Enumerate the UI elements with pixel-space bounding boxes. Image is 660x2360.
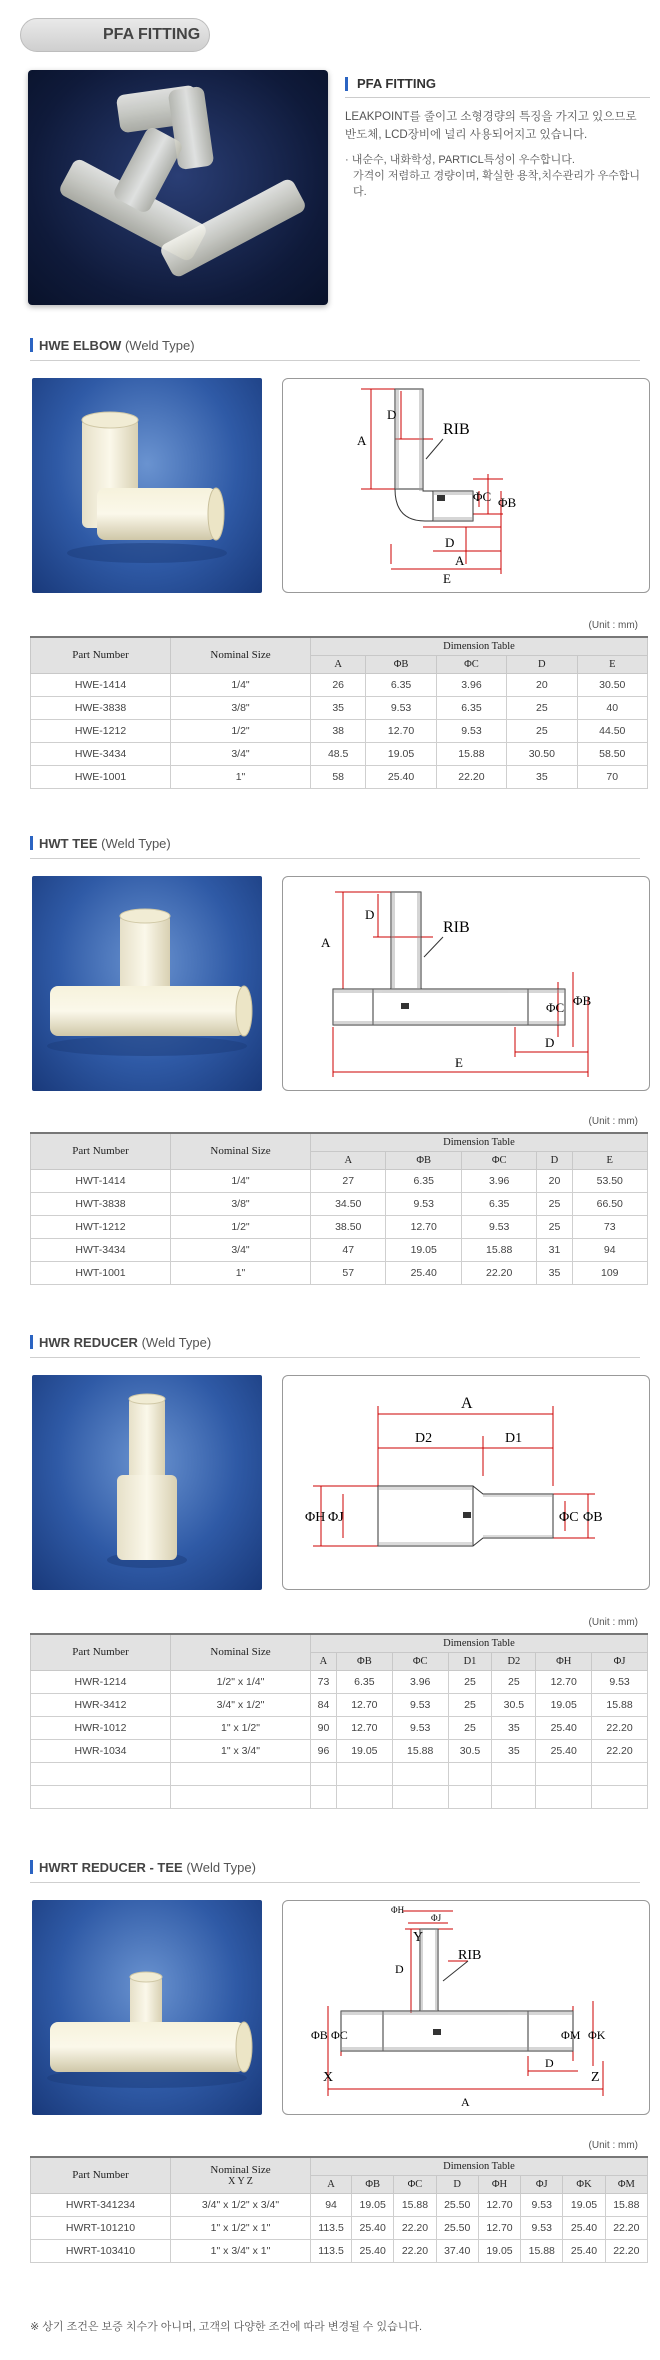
dim-label-a: A xyxy=(461,1395,473,1412)
hwr-reducer-dimension-table xyxy=(30,1633,648,1809)
table-cell: 9.53 xyxy=(366,696,436,719)
table-cell: HWRT-101210 xyxy=(31,2216,171,2239)
table-cell: 9.53 xyxy=(521,2193,563,2216)
dim-label-d2: D xyxy=(545,2056,554,2070)
table-cell: HWRT-103410 xyxy=(31,2239,171,2262)
table-cell: 22.20 xyxy=(394,2239,436,2262)
table-cell: 20 xyxy=(507,673,577,696)
table-cell: 3/4" x 1/2" xyxy=(171,1693,311,1716)
dim-label-j: ΦJ xyxy=(431,1913,442,1923)
col-header: ΦJ xyxy=(521,2175,563,2193)
table-cell: 6.35 xyxy=(386,1169,461,1192)
table-cell: 9.53 xyxy=(392,1693,448,1716)
col-header: ΦC xyxy=(436,655,506,673)
table-cell: 26 xyxy=(311,673,366,696)
col-header: ΦB xyxy=(336,1652,392,1670)
table-cell-empty xyxy=(536,1785,592,1808)
col-header: D xyxy=(507,655,577,673)
table-cell: 84 xyxy=(311,1693,337,1716)
nominal-size-sub-label: X Y Z xyxy=(228,2175,253,2187)
dim-label-b: ΦB xyxy=(573,993,592,1008)
table-cell: 44.50 xyxy=(577,719,647,742)
col-header: ΦM xyxy=(605,2175,647,2193)
table-cell: HWE-3434 xyxy=(31,742,171,765)
col-header: D1 xyxy=(448,1652,492,1670)
table-cell-empty xyxy=(311,1762,337,1785)
nominal-size-label: Nominal Size xyxy=(210,2163,271,2176)
table-cell: 19.05 xyxy=(536,1693,592,1716)
table-cell: 25 xyxy=(507,696,577,719)
section-title-hwe-elbow: HWE ELBOW (Weld Type) xyxy=(30,338,640,362)
table-cell: 96 xyxy=(311,1739,337,1762)
table-cell-empty xyxy=(31,1762,171,1785)
hwe-elbow-drawing xyxy=(282,378,650,593)
dim-label-d: D xyxy=(395,1962,404,1976)
table-cell: 19.05 xyxy=(352,2193,394,2216)
header-dimension-table: Dimension Table xyxy=(311,2157,648,2175)
hwrt-reducer-tee-photo xyxy=(32,1900,262,2115)
table-cell: 12.70 xyxy=(478,2193,520,2216)
hwrt-reducer-tee-dimension-table xyxy=(30,2156,648,2263)
table-cell: 25 xyxy=(448,1693,492,1716)
table-cell: 113.5 xyxy=(311,2216,352,2239)
dim-label-b: ΦB xyxy=(498,495,517,510)
table-cell: 15.88 xyxy=(394,2193,436,2216)
dim-label-h: ΦH xyxy=(391,1905,405,1915)
dim-label-e: E xyxy=(455,1055,463,1070)
dim-label-a: A xyxy=(461,2095,470,2109)
dim-label-y: Y xyxy=(413,1930,424,1945)
col-header: A xyxy=(311,2175,352,2193)
table-cell: 70 xyxy=(577,765,647,788)
table-cell: 9.53 xyxy=(461,1215,536,1238)
dim-label-c: ΦC xyxy=(546,1000,565,1015)
section-title-hwt-tee: HWT TEE (Weld Type) xyxy=(30,836,640,860)
col-header: A xyxy=(311,1652,337,1670)
table-cell: 30.50 xyxy=(577,673,647,696)
hwt-tee-dimension-table xyxy=(30,1132,648,1285)
dim-label-k: ΦK xyxy=(588,2028,606,2042)
col-header: E xyxy=(572,1151,648,1169)
col-header: ΦC xyxy=(394,2175,436,2193)
table-cell: 9.53 xyxy=(392,1716,448,1739)
unit-label: (Unit : mm) xyxy=(588,2140,638,2151)
table-cell: 1" xyxy=(171,1261,311,1284)
table-cell: 12.70 xyxy=(336,1716,392,1739)
dim-label-rib: RIB xyxy=(443,421,470,438)
intro-line-1: LEAKPOINT를 줄이고 소형경량의 특징을 가지고 있으므로 xyxy=(345,111,637,123)
table-cell: 12.70 xyxy=(336,1693,392,1716)
table-cell: 109 xyxy=(572,1261,648,1284)
table-cell: 15.88 xyxy=(392,1739,448,1762)
table-cell: 3/4" xyxy=(171,742,311,765)
table-cell: 47 xyxy=(311,1238,386,1261)
table-cell-empty xyxy=(392,1762,448,1785)
header-dimension-table: Dimension Table xyxy=(311,1634,648,1652)
table-cell: HWE-1212 xyxy=(31,719,171,742)
hwt-tee-photo xyxy=(32,876,262,1091)
hwrt-reducer-tee-drawing xyxy=(282,1900,650,2115)
table-cell: 1" x 3/4" x 1" xyxy=(171,2239,311,2262)
table-cell: 35 xyxy=(537,1261,572,1284)
hwe-elbow-dimension-table xyxy=(30,636,648,789)
table-cell: 31 xyxy=(537,1238,572,1261)
table-cell-empty xyxy=(536,1762,592,1785)
dim-label-d1: D1 xyxy=(505,1431,523,1446)
table-cell: 37.40 xyxy=(436,2239,478,2262)
table-cell-empty xyxy=(336,1785,392,1808)
header-nominal-size xyxy=(171,2157,311,2193)
section-marker-icon xyxy=(30,338,33,352)
table-cell: 20 xyxy=(537,1169,572,1192)
table-cell: HWT-1001 xyxy=(31,1261,171,1284)
col-header: ΦJ xyxy=(592,1652,648,1670)
table-cell: 6.35 xyxy=(336,1670,392,1693)
header-dimension-table: Dimension Table xyxy=(311,1133,648,1151)
dim-label-d2: D xyxy=(445,535,455,550)
hwr-reducer-drawing xyxy=(282,1375,650,1590)
table-cell-empty xyxy=(492,1762,536,1785)
dim-label-d: D xyxy=(365,907,375,922)
col-header: D xyxy=(537,1151,572,1169)
table-cell: 53.50 xyxy=(572,1169,648,1192)
table-cell: 19.05 xyxy=(336,1739,392,1762)
divider xyxy=(30,1357,640,1358)
dim-label-a2: A xyxy=(455,553,465,568)
table-cell: 90 xyxy=(311,1716,337,1739)
table-cell: 1" x 3/4" xyxy=(171,1739,311,1762)
divider xyxy=(30,1882,640,1883)
table-cell: 25.40 xyxy=(386,1261,461,1284)
table-cell: 15.88 xyxy=(461,1238,536,1261)
table-cell: 27 xyxy=(311,1169,386,1192)
table-cell: 22.20 xyxy=(436,765,506,788)
dim-label-m: ΦM xyxy=(561,2028,581,2042)
header-part-number: Part Number xyxy=(31,637,171,673)
table-cell: 19.05 xyxy=(386,1238,461,1261)
table-cell: 1" x 1/2" xyxy=(171,1716,311,1739)
table-cell: 38.50 xyxy=(311,1215,386,1238)
unit-label: (Unit : mm) xyxy=(588,620,638,631)
header-nominal-size: Nominal Size xyxy=(171,1634,311,1670)
table-cell: 25.40 xyxy=(563,2216,605,2239)
table-cell: 35 xyxy=(492,1739,536,1762)
table-row xyxy=(31,719,648,742)
hwt-tee-drawing xyxy=(282,876,650,1091)
table-cell: 15.88 xyxy=(521,2239,563,2262)
dim-label-d2: D2 xyxy=(415,1431,433,1446)
table-cell: 30.5 xyxy=(448,1739,492,1762)
table-cell: 3.96 xyxy=(436,673,506,696)
col-header: D2 xyxy=(492,1652,536,1670)
table-row xyxy=(31,1192,648,1215)
table-cell: HWE-3838 xyxy=(31,696,171,719)
table-cell: 22.20 xyxy=(605,2216,647,2239)
header-nominal-size: Nominal Size xyxy=(171,637,311,673)
table-cell: 22.20 xyxy=(605,2239,647,2262)
unit-label: (Unit : mm) xyxy=(588,1116,638,1127)
table-cell-empty xyxy=(592,1762,648,1785)
divider xyxy=(345,97,650,98)
table-cell: 12.70 xyxy=(366,719,436,742)
table-cell: 30.5 xyxy=(492,1693,536,1716)
table-cell: 22.20 xyxy=(592,1739,648,1762)
table-row xyxy=(31,1169,648,1192)
table-cell: 3/8" xyxy=(171,696,311,719)
table-cell: 3.96 xyxy=(461,1169,536,1192)
table-cell: 58.50 xyxy=(577,742,647,765)
hwr-reducer-photo xyxy=(32,1375,262,1590)
table-cell: 1/2" x 1/4" xyxy=(171,1670,311,1693)
dim-label-h: ΦH xyxy=(305,1510,326,1525)
dim-label-c: ΦC xyxy=(473,489,492,504)
intro-bullet-1: · 내순수, 내화학성, PARTICL특성이 우수합니다. xyxy=(345,154,575,166)
table-cell-empty xyxy=(336,1762,392,1785)
table-row xyxy=(31,696,648,719)
table-cell: HWE-1001 xyxy=(31,765,171,788)
table-cell: 19.05 xyxy=(563,2193,605,2216)
table-cell: HWT-1212 xyxy=(31,1215,171,1238)
table-cell: 1/2" xyxy=(171,719,311,742)
table-row xyxy=(31,1693,648,1716)
header-part-number: Part Number xyxy=(31,1634,171,1670)
table-cell: HWT-3434 xyxy=(31,1238,171,1261)
table-cell: 94 xyxy=(572,1238,648,1261)
intro-line-2: 반도체, LCD장비에 널리 사용되어지고 있습니다. xyxy=(345,129,588,141)
table-cell: HWRT-341234 xyxy=(31,2193,171,2216)
table-cell: 73 xyxy=(572,1215,648,1238)
hwe-elbow-photo xyxy=(32,378,262,593)
unit-label: (Unit : mm) xyxy=(588,1617,638,1628)
table-cell-empty xyxy=(31,1785,171,1808)
table-cell: HWR-3412 xyxy=(31,1693,171,1716)
table-row xyxy=(31,1261,648,1284)
dim-label-z: Z xyxy=(591,2070,600,2085)
table-cell: 25.40 xyxy=(536,1739,592,1762)
table-cell: HWR-1012 xyxy=(31,1716,171,1739)
table-cell: 12.70 xyxy=(386,1215,461,1238)
table-cell-empty xyxy=(171,1762,311,1785)
hero-product-photo xyxy=(28,70,328,305)
table-cell: 6.35 xyxy=(366,673,436,696)
table-row xyxy=(31,2239,648,2262)
table-cell: 48.5 xyxy=(311,742,366,765)
dim-label-b: ΦB xyxy=(311,2028,328,2042)
table-cell: 22.20 xyxy=(592,1716,648,1739)
col-header: ΦB xyxy=(352,2175,394,2193)
table-cell: 1" x 1/2" x 1" xyxy=(171,2216,311,2239)
table-cell: 57 xyxy=(311,1261,386,1284)
table-cell: 25.40 xyxy=(352,2216,394,2239)
intro-panel xyxy=(345,75,650,200)
table-cell: 3/4" x 1/2" x 3/4" xyxy=(171,2193,311,2216)
table-cell: 15.88 xyxy=(605,2193,647,2216)
section-title-hwrt-reducer-tee: HWRT REDUCER - TEE (Weld Type) xyxy=(30,1860,640,1884)
col-header: ΦH xyxy=(478,2175,520,2193)
col-header: ΦB xyxy=(386,1151,461,1169)
table-cell: HWT-1414 xyxy=(31,1169,171,1192)
table-cell: HWT-3838 xyxy=(31,1192,171,1215)
table-cell: 25 xyxy=(537,1215,572,1238)
header-part-number: Part Number xyxy=(31,2157,171,2193)
table-cell: 25.40 xyxy=(366,765,436,788)
col-header: ΦH xyxy=(536,1652,592,1670)
table-cell: 15.88 xyxy=(592,1693,648,1716)
section-marker-icon xyxy=(30,1335,33,1349)
table-cell: 35 xyxy=(492,1716,536,1739)
dim-label-c: ΦC xyxy=(331,2028,348,2042)
table-cell: 58 xyxy=(311,765,366,788)
table-cell: 35 xyxy=(507,765,577,788)
dim-label-j: ΦJ xyxy=(328,1510,344,1525)
table-cell: 66.50 xyxy=(572,1192,648,1215)
dim-label-x: X xyxy=(323,2070,334,2085)
header-nominal-size: Nominal Size xyxy=(171,1133,311,1169)
table-cell-empty xyxy=(592,1785,648,1808)
table-cell: 3/4" xyxy=(171,1238,311,1261)
table-cell: 25.40 xyxy=(352,2239,394,2262)
table-row xyxy=(31,2193,648,2216)
section-marker-icon xyxy=(30,1860,33,1874)
header-dimension-table: Dimension Table xyxy=(311,637,648,655)
table-cell: 12.70 xyxy=(536,1670,592,1693)
dim-label-a: A xyxy=(357,433,367,448)
footnote: ※ 상기 조건은 보증 치수가 아니며, 고객의 다양한 조건에 따라 변경될 수 있습니다. xyxy=(30,2321,423,2333)
section-marker-icon xyxy=(30,836,33,850)
dim-label-a: A xyxy=(321,935,331,950)
col-header: ΦB xyxy=(366,655,436,673)
table-cell: 15.88 xyxy=(436,742,506,765)
divider xyxy=(30,858,640,859)
table-cell-empty xyxy=(311,1785,337,1808)
table-row xyxy=(31,673,648,696)
col-header: D xyxy=(436,2175,478,2193)
dim-label-b: ΦB xyxy=(583,1510,603,1525)
table-cell: 1/4" xyxy=(171,673,311,696)
table-cell: 19.05 xyxy=(478,2239,520,2262)
table-cell: 9.53 xyxy=(436,719,506,742)
table-cell: 9.53 xyxy=(386,1192,461,1215)
table-cell: 35 xyxy=(311,696,366,719)
table-cell: 25 xyxy=(448,1670,492,1693)
table-cell: 113.5 xyxy=(311,2239,352,2262)
col-header: ΦC xyxy=(461,1151,536,1169)
section-title-hwr-reducer: HWR REDUCER (Weld Type) xyxy=(30,1335,640,1359)
table-cell: 6.35 xyxy=(461,1192,536,1215)
table-cell: 38 xyxy=(311,719,366,742)
dim-label-e: E xyxy=(443,571,451,586)
table-cell-empty xyxy=(171,1785,311,1808)
table-cell: 30.50 xyxy=(507,742,577,765)
table-cell: 19.05 xyxy=(366,742,436,765)
divider xyxy=(30,360,640,361)
table-cell: 12.70 xyxy=(478,2216,520,2239)
col-header: ΦK xyxy=(563,2175,605,2193)
table-cell: 25 xyxy=(448,1716,492,1739)
table-cell: 3.96 xyxy=(392,1670,448,1693)
table-cell: 25.50 xyxy=(436,2193,478,2216)
table-row xyxy=(31,1716,648,1739)
dim-label-d: D xyxy=(387,407,397,422)
table-row xyxy=(31,1739,648,1762)
page-title-badge: PFA FITTING xyxy=(20,18,210,52)
table-row xyxy=(31,1670,648,1693)
table-cell: 25.40 xyxy=(536,1716,592,1739)
table-cell-empty xyxy=(448,1785,492,1808)
intro-bullet-2: 가격이 저렴하고 경량이며, 확실한 용착,치수관리가 우수합니다. xyxy=(353,170,641,198)
table-cell: 9.53 xyxy=(521,2216,563,2239)
dim-label-d2: D xyxy=(545,1035,555,1050)
table-row xyxy=(31,2216,648,2239)
dim-label-rib: RIB xyxy=(443,919,470,936)
table-cell: 25.40 xyxy=(563,2239,605,2262)
table-cell: 22.20 xyxy=(394,2216,436,2239)
table-cell: 25 xyxy=(537,1192,572,1215)
col-header: A xyxy=(311,1151,386,1169)
table-row-empty xyxy=(31,1785,648,1808)
table-row xyxy=(31,1215,648,1238)
table-cell: HWE-1414 xyxy=(31,673,171,696)
table-cell: 1/2" xyxy=(171,1215,311,1238)
table-cell: 22.20 xyxy=(461,1261,536,1284)
dim-label-rib: RIB xyxy=(458,1948,482,1963)
table-cell-empty xyxy=(492,1785,536,1808)
col-header: A xyxy=(311,655,366,673)
col-header: ΦC xyxy=(392,1652,448,1670)
table-cell: 34.50 xyxy=(311,1192,386,1215)
table-cell: 9.53 xyxy=(592,1670,648,1693)
table-cell: 25 xyxy=(492,1670,536,1693)
header-part-number: Part Number xyxy=(31,1133,171,1169)
table-cell: 1" xyxy=(171,765,311,788)
table-cell: 94 xyxy=(311,2193,352,2216)
table-row-empty xyxy=(31,1762,648,1785)
col-header: E xyxy=(577,655,647,673)
table-row xyxy=(31,742,648,765)
table-cell: 25.50 xyxy=(436,2216,478,2239)
intro-title: PFA FITTING xyxy=(345,75,650,93)
table-row xyxy=(31,1238,648,1261)
table-cell-empty xyxy=(392,1785,448,1808)
table-cell: HWR-1214 xyxy=(31,1670,171,1693)
dim-label-c: ΦC xyxy=(559,1510,579,1525)
table-cell: 40 xyxy=(577,696,647,719)
table-cell-empty xyxy=(448,1762,492,1785)
table-row xyxy=(31,765,648,788)
table-cell: 25 xyxy=(507,719,577,742)
table-cell: 73 xyxy=(311,1670,337,1693)
table-cell: 6.35 xyxy=(436,696,506,719)
table-cell: 3/8" xyxy=(171,1192,311,1215)
table-cell: HWR-1034 xyxy=(31,1739,171,1762)
table-cell: 1/4" xyxy=(171,1169,311,1192)
